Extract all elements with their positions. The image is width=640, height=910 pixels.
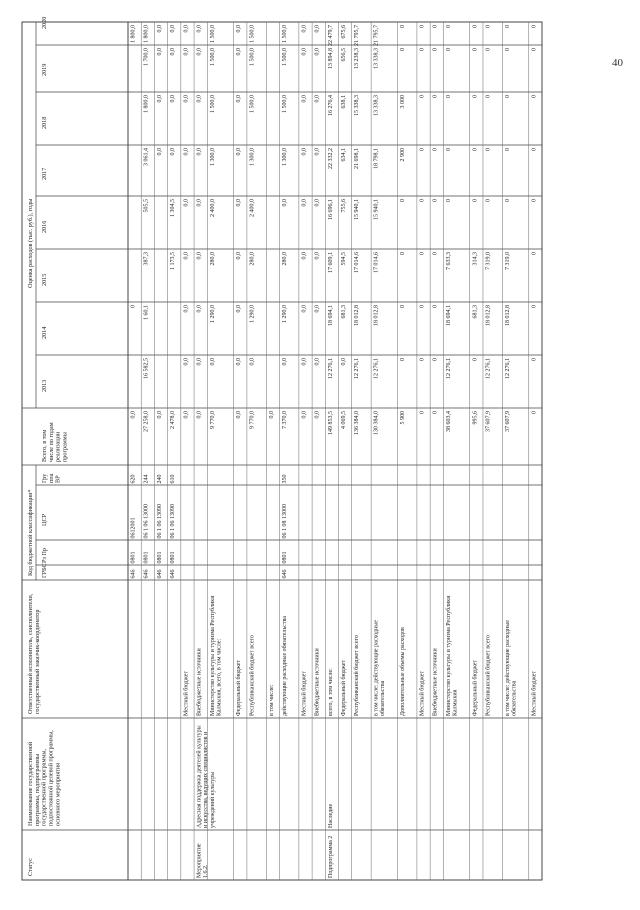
cell-year-value: 22 332,2 xyxy=(327,148,334,169)
cell-year-value: 21 795,7 xyxy=(373,25,380,46)
cell-year-value: 0 xyxy=(504,95,511,98)
cell-year-value: 1 300,0 xyxy=(249,148,256,166)
cell-year-value: 681,3 xyxy=(341,305,348,319)
cell-responsible: Внебюджетные источники xyxy=(314,648,321,716)
cell-year-value: 0,0 xyxy=(314,95,321,103)
cell-total: 149 853,5 xyxy=(327,411,334,435)
cell-year-value: 21 698,1 xyxy=(354,148,361,169)
cell-grbs: 646 xyxy=(170,569,177,579)
cell-year-value: 15 940,1 xyxy=(373,199,380,220)
cell-year-value: 0,0 xyxy=(341,358,348,366)
cell-year-value: 0 xyxy=(419,305,426,308)
cell-year-value: 0,0 xyxy=(236,358,243,366)
cell-year-value: 16 276,4 xyxy=(327,95,334,116)
cell-year-value: 15 338,3 xyxy=(354,95,361,116)
cell-year-value: 3 061,4 xyxy=(143,148,150,166)
cell-responsible: в том числе: xyxy=(268,684,275,716)
cell-year-value: 0 xyxy=(432,95,439,98)
cell-csr: 06 1 06 13090 xyxy=(170,504,177,539)
cell-year-value: 13 338,3 xyxy=(373,48,380,69)
cell-year-value: 0,0 xyxy=(183,199,190,207)
cell-name: Наследие xyxy=(327,803,334,828)
cell-vr: 244 xyxy=(143,474,150,484)
cell-year-value: 638,1 xyxy=(341,95,348,109)
cell-year-value: 18 694,1 xyxy=(445,305,452,326)
cell-total: 136 384,0 xyxy=(354,411,361,435)
cell-year-value: 1 500,0 xyxy=(282,95,289,113)
cell-grbs: 646 xyxy=(156,569,163,579)
cell-year-value: 0 xyxy=(485,95,492,98)
cell-year-value: 505,5 xyxy=(143,199,150,213)
cell-year-value: 0 xyxy=(472,199,479,202)
cell-year-value: 2 900 xyxy=(400,148,407,162)
cell-year-value: 1 290,0 xyxy=(209,305,216,323)
cell-year-value: 0 xyxy=(472,48,479,51)
cell-rzpr: 0801 xyxy=(130,551,137,564)
cell-year-value: 0,0 xyxy=(301,305,308,313)
cell-year-value: 0 xyxy=(531,148,538,151)
cell-year-value: 280,0 xyxy=(282,252,289,266)
cell-year-value: 0,0 xyxy=(170,95,177,103)
cell-responsible: Федеральный бюджет xyxy=(236,659,243,716)
cell-year-value: 0 xyxy=(472,95,479,98)
cell-year-value: 0,0 xyxy=(314,199,321,207)
cell-vr: 620 xyxy=(130,474,137,484)
cell-year-value: 0,0 xyxy=(183,48,190,56)
cell-total: 9 770,0 xyxy=(249,411,256,429)
cell-year-value: 13 894,8 xyxy=(327,48,334,69)
cell-status: Мероприятие1.6.2. xyxy=(196,843,210,878)
cell-total: 0,0 xyxy=(236,411,243,419)
cell-year-value: 0,0 xyxy=(301,199,308,207)
cell-year-value: 2 400,0 xyxy=(249,199,256,217)
cell-grbs: 646 xyxy=(282,569,289,579)
cell-year-value: 1 500,0 xyxy=(249,95,256,113)
cell-year-value: 2 400,0 xyxy=(209,199,216,217)
budget-table xyxy=(22,17,542,880)
cell-year-value: 0 xyxy=(419,252,426,255)
cell-year-value: 0 xyxy=(400,48,407,51)
cell-year-value: 1 700,0 xyxy=(143,48,150,66)
cell-year-value: 0,0 xyxy=(314,25,321,33)
cell-year-value: 18 012,8 xyxy=(354,305,361,326)
cell-grbs: 646 xyxy=(130,569,137,579)
cell-year-value: 0 xyxy=(485,48,492,51)
cell-year-value: 0,0 xyxy=(156,25,163,33)
cell-year-value: 0,0 xyxy=(314,148,321,156)
cell-year-value: 0,0 xyxy=(196,148,203,156)
cell-responsible: Республиканский бюджет всего xyxy=(485,635,492,716)
cell-total: 9 770,0 xyxy=(209,411,216,429)
cell-year-value: 0,0 xyxy=(282,358,289,366)
cell-year-value: 21 795,7 xyxy=(354,25,361,46)
cell-csr: 06 1 06 13090 xyxy=(156,504,163,539)
cell-year-value: 0,0 xyxy=(183,95,190,103)
cell-year-value: 3 000 xyxy=(400,95,407,109)
cell-year-value: 0 xyxy=(400,305,407,308)
cell-year-value: 12 276,1 xyxy=(373,358,380,379)
cell-year-value: 0 xyxy=(445,48,452,51)
cell-year-value: 0 xyxy=(472,148,479,151)
cell-year-value: 0,0 xyxy=(282,199,289,207)
cell-year-value: 18 012,8 xyxy=(504,305,511,326)
cell-year-value: 0,0 xyxy=(196,305,203,313)
cell-year-value: 0 xyxy=(130,305,137,308)
header-budget-code: Код бюджетной классификации* xyxy=(27,489,34,576)
cell-year-value: 18 012,8 xyxy=(485,305,492,326)
cell-year-value: 0,0 xyxy=(301,148,308,156)
cell-csr: 06 1 08 13000 xyxy=(282,504,289,539)
cell-year-value: 0,0 xyxy=(236,25,243,33)
header-vr: ГруппаВР xyxy=(41,473,62,483)
cell-year-value: 17 014,6 xyxy=(373,252,380,273)
cell-total: 0,0 xyxy=(130,411,137,419)
cell-year-value: 0,0 xyxy=(196,252,203,260)
cell-responsible: Федеральный бюджет xyxy=(341,659,348,716)
cell-year-value: 0 xyxy=(400,199,407,202)
cell-responsible: Республиканский бюджет всего xyxy=(249,635,256,716)
cell-year-value: 1 173,5 xyxy=(170,252,177,270)
cell-year-value: 0,0 xyxy=(314,48,321,56)
page-number: 40 xyxy=(612,57,623,69)
cell-year-value: 280,0 xyxy=(249,252,256,266)
header-rzpr: Рз Пр xyxy=(41,548,48,563)
cell-name: Адресная поддержка деятелей культурыи искусства, ведущих специалистов иучреждений культуры xyxy=(196,725,216,828)
cell-year-value: 0,0 xyxy=(249,358,256,366)
cell-year-value: 0,0 xyxy=(236,148,243,156)
cell-year-value: 0,0 xyxy=(301,358,308,366)
cell-rzpr: 0801 xyxy=(156,551,163,564)
cell-responsible: Дополнительные объемы расходов xyxy=(400,627,407,716)
cell-total: 0,0 xyxy=(196,411,203,419)
header-year: 2018 xyxy=(41,116,48,129)
cell-total: 0,0 xyxy=(314,411,321,419)
cell-year-value: 1 500,0 xyxy=(249,25,256,43)
cell-year-value: 1 290,0 xyxy=(282,305,289,323)
cell-year-value: 0,0 xyxy=(156,48,163,56)
cell-total: 38 603,4 xyxy=(445,411,452,432)
header-responsible: Ответственный исполнитель, соисполнители,государственный заказчик-координатор xyxy=(27,593,41,714)
cell-year-value: 0 xyxy=(531,25,538,28)
header-grbs: ГРБС xyxy=(41,563,48,578)
cell-responsible: Местный бюджет xyxy=(301,671,308,716)
cell-year-value: 0,0 xyxy=(314,358,321,366)
cell-responsible: в том числе: действующие расходныеобязательства xyxy=(373,620,387,716)
cell-year-value: 0,0 xyxy=(170,48,177,56)
cell-year-value: 0,0 xyxy=(301,25,308,33)
cell-year-value: 1 300,0 xyxy=(282,148,289,166)
cell-year-value: 7 633,3 xyxy=(445,252,452,270)
cell-year-value: 0 xyxy=(531,199,538,202)
cell-rzpr: 0801 xyxy=(170,551,177,564)
cell-year-value: 0,0 xyxy=(196,48,203,56)
cell-year-value: 12 276,1 xyxy=(485,358,492,379)
cell-year-value: 22 479,7 xyxy=(327,25,334,46)
cell-year-value: 1 500,0 xyxy=(209,48,216,66)
cell-year-value: 0,0 xyxy=(236,252,243,260)
cell-year-value: 0 xyxy=(531,305,538,308)
cell-responsible: Местный бюджет xyxy=(419,671,426,716)
cell-vr: 610 xyxy=(170,474,177,484)
cell-year-value: 0,0 xyxy=(236,199,243,207)
cell-year-value: 0,0 xyxy=(301,95,308,103)
cell-year-value: 681,3 xyxy=(472,305,479,319)
header-year: 2015 xyxy=(41,273,48,286)
cell-year-value: 0 xyxy=(419,358,426,361)
cell-year-value: 0 xyxy=(531,95,538,98)
cell-year-value: 0 xyxy=(485,148,492,151)
cell-year-value: 0 xyxy=(531,48,538,51)
cell-year-value: 7 319,0 xyxy=(485,252,492,270)
cell-year-value: 0 xyxy=(432,358,439,361)
cell-total: 0,0 xyxy=(183,411,190,419)
cell-year-value: 0 xyxy=(485,199,492,202)
cell-year-value: 1 300,0 xyxy=(209,148,216,166)
cell-responsible: в том числе: действующие расходныеобязательства xyxy=(504,620,518,716)
cell-year-value: 0,0 xyxy=(236,305,243,313)
header-year: 2020 xyxy=(41,16,48,29)
cell-year-value: 656,5 xyxy=(341,48,348,62)
cell-total: 37 607,9 xyxy=(485,411,492,432)
cell-year-value: 17 014,6 xyxy=(354,252,361,273)
cell-year-value: 0 xyxy=(485,25,492,28)
cell-total: 7 370,0 xyxy=(282,411,289,429)
cell-year-value: 18 694,1 xyxy=(327,305,334,326)
cell-year-value: 0 xyxy=(400,358,407,361)
cell-year-value: 13 338,3 xyxy=(373,95,380,116)
cell-year-value: 0 xyxy=(432,252,439,255)
cell-year-value: 314,3 xyxy=(472,252,479,266)
cell-total: 37 607,9 xyxy=(504,411,511,432)
cell-grbs: 646 xyxy=(143,569,150,579)
cell-year-value: 0 xyxy=(504,199,511,202)
cell-csr: 0612001 xyxy=(130,517,137,539)
cell-total: 995,6 xyxy=(472,411,479,425)
header-name: Наименование государственнойпрограммы, подпрограммыгосударственной программы,подпостоянной целевой программы,основного мероприятия xyxy=(27,730,62,826)
cell-year-value: 0,0 xyxy=(314,305,321,313)
cell-total: 4 069,5 xyxy=(341,411,348,429)
cell-responsible: Местный бюджет xyxy=(531,671,538,716)
cell-year-value: 1 500,0 xyxy=(282,48,289,66)
cell-total: 0 xyxy=(531,411,538,414)
cell-total: 2 478,0 xyxy=(170,411,177,429)
cell-year-value: 0,0 xyxy=(301,48,308,56)
cell-total: 0 xyxy=(432,411,439,414)
cell-year-value: 13 238,3 xyxy=(354,48,361,69)
cell-responsible: Внебюджетные источники xyxy=(196,648,203,716)
cell-year-value: 12 276,1 xyxy=(504,358,511,379)
cell-year-value: 0 xyxy=(445,148,452,151)
cell-year-value: 0 xyxy=(472,358,479,361)
cell-total: 0,0 xyxy=(268,411,275,419)
cell-year-value: 0,0 xyxy=(156,148,163,156)
cell-year-value: 7 319,0 xyxy=(504,252,511,270)
cell-vr: 350 xyxy=(282,474,289,484)
cell-year-value: 387,3 xyxy=(143,252,150,266)
cell-rzpr: 0801 xyxy=(143,551,150,564)
cell-year-value: 0 xyxy=(504,148,511,151)
cell-year-value: 1 500,0 xyxy=(282,25,289,43)
cell-year-value: 16 696,1 xyxy=(327,199,334,220)
cell-status: Подпрограмма 2 xyxy=(327,835,334,878)
cell-year-value: 16 582,5 xyxy=(143,358,150,379)
cell-year-value: 0 xyxy=(531,252,538,255)
cell-responsible: Министерство культуры и туризма РеспубликиКалмыкия xyxy=(445,595,459,716)
cell-year-value: 0 xyxy=(400,25,407,28)
cell-total: 0,0 xyxy=(301,411,308,419)
header-csr: ЦСР xyxy=(41,513,48,526)
cell-year-value: 1 500,0 xyxy=(209,95,216,113)
cell-year-value: 0,0 xyxy=(156,95,163,103)
cell-year-value: 0 xyxy=(419,48,426,51)
cell-year-value: 0 xyxy=(445,95,452,98)
header-year: 2019 xyxy=(41,63,48,76)
cell-year-value: 12 276,1 xyxy=(445,358,452,379)
cell-responsible: Федеральный бюджет xyxy=(472,659,479,716)
cell-year-value: 280,0 xyxy=(209,252,216,266)
cell-year-value: 0,0 xyxy=(170,25,177,33)
cell-year-value: 0 xyxy=(472,25,479,28)
header-estimate: Оценка расходов (тыс. руб.), годы xyxy=(27,198,34,288)
cell-year-value: 1 800,0 xyxy=(130,25,137,43)
cell-responsible: Министерство культуры и туризма РеспубликиКалмыкия, всего, в том числе: xyxy=(209,595,223,716)
cell-year-value: 18 798,1 xyxy=(373,148,380,169)
cell-year-value: 0,0 xyxy=(196,358,203,366)
cell-year-value: 0 xyxy=(445,199,452,202)
cell-year-value: 1 304,5 xyxy=(170,199,177,217)
cell-responsible: Внебюджетные источники xyxy=(432,648,439,716)
cell-year-value: 1 500,0 xyxy=(249,48,256,66)
header-year: 2014 xyxy=(41,326,48,339)
cell-year-value: 0 xyxy=(400,252,407,255)
cell-responsible: Местный бюджет xyxy=(183,671,190,716)
cell-year-value: 755,6 xyxy=(341,199,348,213)
cell-responsible: всего, в том числе: xyxy=(327,668,334,716)
cell-year-value: 0 xyxy=(432,48,439,51)
cell-responsible: действующие расходные обязательства xyxy=(282,616,289,716)
cell-year-value: 1 290,0 xyxy=(249,305,256,323)
cell-responsible: Республиканский бюджет всего xyxy=(354,635,361,716)
cell-year-value: 1 800,0 xyxy=(143,95,150,113)
cell-rzpr: 0801 xyxy=(282,551,289,564)
cell-year-value: 0 xyxy=(419,199,426,202)
cell-year-value: 0,0 xyxy=(301,252,308,260)
cell-csr: 06 1 06 13000 xyxy=(143,504,150,539)
header-total-note: Всего, в томчисле по годамреализациипрограммы xyxy=(41,422,69,462)
cell-year-value: 0,0 xyxy=(236,48,243,56)
cell-total: 130 384,0 xyxy=(373,411,380,435)
cell-year-value: 0,0 xyxy=(170,148,177,156)
cell-total: 0 xyxy=(419,411,426,414)
cell-year-value: 0 xyxy=(432,305,439,308)
cell-total: 27 258,0 xyxy=(143,411,150,432)
cell-year-value: 1 500,0 xyxy=(209,25,216,43)
cell-year-value: 0 xyxy=(419,25,426,28)
cell-year-value: 0 xyxy=(419,95,426,98)
cell-year-value: 1 60,1 xyxy=(143,305,150,320)
header-year: 2016 xyxy=(41,220,48,233)
cell-year-value: 12 276,1 xyxy=(354,358,361,379)
cell-year-value: 0 xyxy=(432,25,439,28)
cell-year-value: 634,1 xyxy=(341,148,348,162)
cell-total: 5 900 xyxy=(400,411,407,425)
cell-year-value: 18 012,8 xyxy=(373,305,380,326)
cell-year-value: 0 xyxy=(432,199,439,202)
cell-year-value: 675,6 xyxy=(341,25,348,39)
cell-year-value: 0,0 xyxy=(209,358,216,366)
cell-year-value: 0,0 xyxy=(183,25,190,33)
cell-year-value: 1 800,0 xyxy=(143,25,150,43)
cell-year-value: 0 xyxy=(432,148,439,151)
cell-year-value: 12 276,1 xyxy=(327,358,334,379)
cell-year-value: 17 609,1 xyxy=(327,252,334,273)
cell-year-value: 0,0 xyxy=(196,199,203,207)
cell-vr: 240 xyxy=(156,474,163,484)
cell-year-value: 15 940,1 xyxy=(354,199,361,220)
cell-year-value: 0 xyxy=(445,25,452,28)
cell-year-value: 0,0 xyxy=(183,252,190,260)
header-status: Статус xyxy=(27,858,34,876)
cell-year-value: 0,0 xyxy=(183,305,190,313)
cell-year-value: 594,5 xyxy=(341,252,348,266)
cell-total: 0,0 xyxy=(156,411,163,419)
cell-year-value: 0,0 xyxy=(196,95,203,103)
cell-year-value: 0,0 xyxy=(196,25,203,33)
cell-year-value: 0,0 xyxy=(183,148,190,156)
cell-year-value: 0 xyxy=(504,48,511,51)
cell-year-value: 0,0 xyxy=(236,95,243,103)
cell-year-value: 0,0 xyxy=(183,358,190,366)
cell-year-value: 0,0 xyxy=(314,252,321,260)
header-year: 2017 xyxy=(41,167,48,180)
header-year: 2013 xyxy=(41,379,48,392)
cell-year-value: 0 xyxy=(531,358,538,361)
cell-year-value: 0 xyxy=(504,25,511,28)
cell-year-value: 0 xyxy=(419,148,426,151)
